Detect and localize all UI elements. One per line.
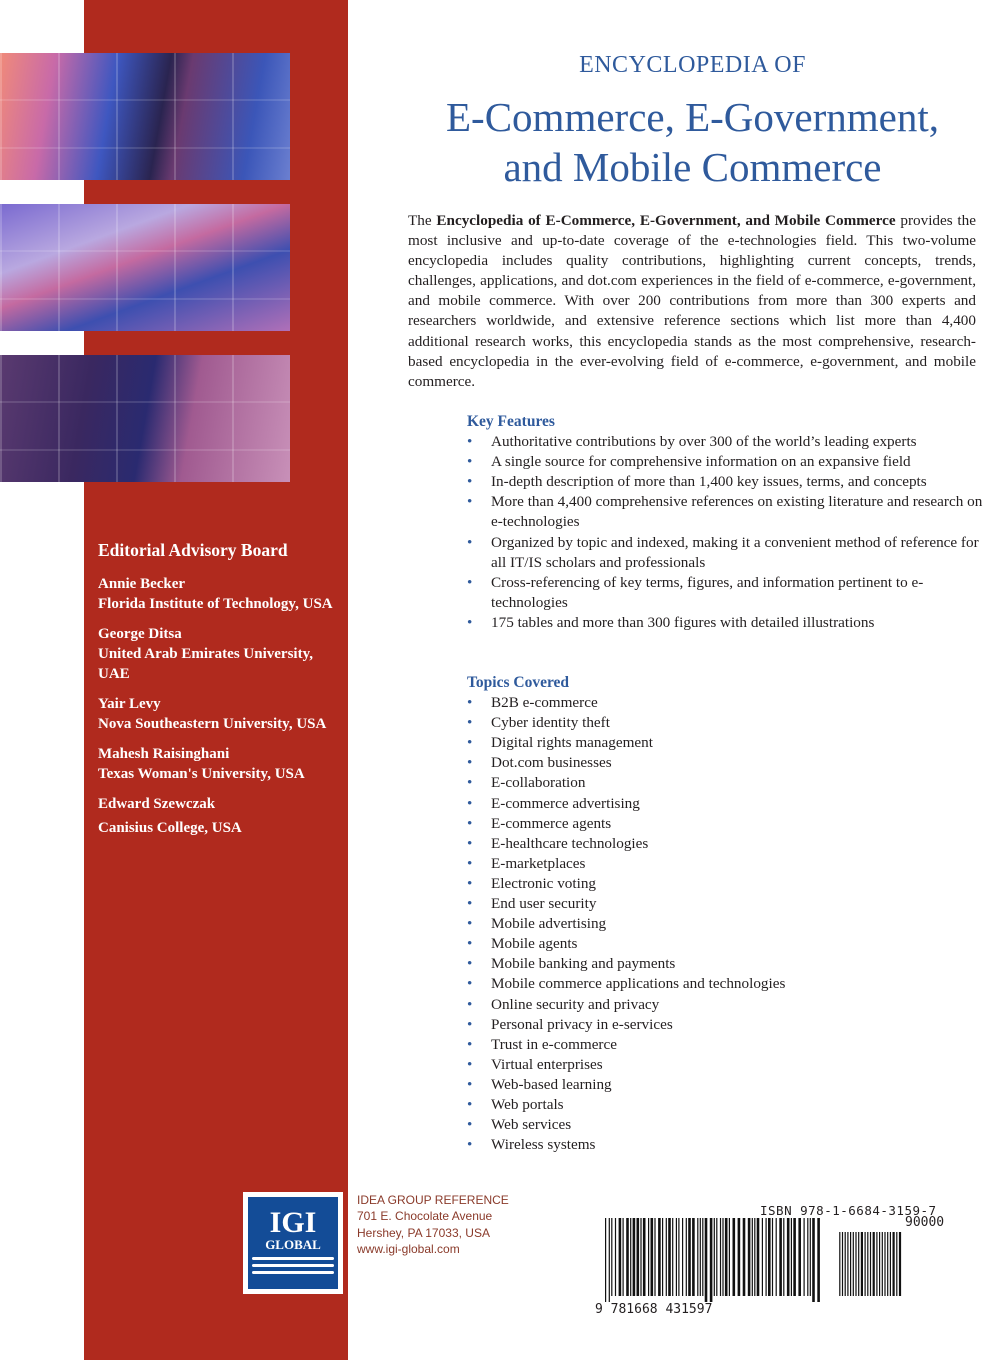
- list-item: • 175 tables and more than 300 figures with detailed illustrations: [467, 613, 987, 633]
- list-item: • Online security and privacy: [467, 995, 987, 1015]
- list-item: • E-commerce agents: [467, 814, 987, 834]
- list-item: • Web-based learning: [467, 1075, 987, 1095]
- intro-paragraph: [408, 211, 976, 392]
- list-item: • B2B e-commerce: [467, 693, 987, 713]
- member-affiliation: United Arab Emirates University, UAE: [98, 646, 313, 682]
- board-member: [98, 624, 328, 684]
- member-name: Edward Szewczak: [98, 796, 216, 812]
- intro-book-name: Encyclopedia of E-Commerce, E-Government, and Mobile Commerce: [436, 212, 896, 229]
- cover-image-band-1: [0, 53, 290, 180]
- list-item: • Wireless systems: [467, 1135, 987, 1155]
- board-member: [98, 794, 333, 838]
- list-item: • Digital rights management: [467, 733, 987, 753]
- list-item: • A single source for comprehensive information on an expansive field: [467, 452, 987, 472]
- publisher-city: Hershey, PA 17033, USA: [357, 1225, 490, 1240]
- key-features-heading: Key Features: [467, 413, 555, 430]
- list-item: • Web portals: [467, 1095, 987, 1115]
- list-item: • Authoritative contributions by over 300 of the world’s leading experts: [467, 432, 987, 452]
- member-affiliation: Texas Woman's University, USA: [98, 766, 305, 782]
- cover-image-band-map: [0, 204, 290, 331]
- topics-covered: [467, 673, 987, 1155]
- list-item: • Mobile agents: [467, 934, 987, 954]
- list-item: • Web services: [467, 1115, 987, 1135]
- editorial-advisory-board: [98, 540, 333, 848]
- list-item: • Trust in e-commerce: [467, 1035, 987, 1055]
- isbn-label: ISBN 978-1-6684-3159-7: [760, 1203, 937, 1218]
- member-affiliation: Nova Southeastern University, USA: [98, 716, 327, 732]
- barcode: [605, 1218, 1005, 1302]
- barcode-addon-number: 90000: [905, 1215, 945, 1230]
- publisher-name: IDEA GROUP REFERENCE: [357, 1193, 509, 1207]
- barcode-number: 9 781668 431597: [595, 1302, 713, 1317]
- list-item: • E-marketplaces: [467, 854, 987, 874]
- igi-global-logo: [243, 1192, 343, 1294]
- list-item: • Mobile commerce applications and technologies: [467, 974, 987, 994]
- board-member: [98, 574, 333, 614]
- publisher-address: [357, 1192, 509, 1257]
- intro-prefix: The: [408, 212, 437, 229]
- book-title: [380, 92, 1005, 192]
- member-name: Yair Levy: [98, 696, 161, 712]
- publisher-website[interactable]: www.igi-global.com: [357, 1241, 460, 1256]
- list-item: • Electronic voting: [467, 874, 987, 894]
- member-name: George Ditsa: [98, 626, 182, 642]
- board-member: [98, 744, 333, 784]
- board-heading: Editorial Advisory Board: [98, 540, 288, 560]
- member-name: Mahesh Raisinghani: [98, 746, 230, 762]
- list-item: • Virtual enterprises: [467, 1055, 987, 1075]
- list-item: • Cyber identity theft: [467, 713, 987, 733]
- title-line: E-Commerce, E-Government,: [446, 94, 939, 140]
- list-item: • Mobile banking and payments: [467, 954, 987, 974]
- member-name: Annie Becker: [98, 576, 186, 592]
- member-affiliation: Florida Institute of Technology, USA: [98, 596, 333, 612]
- list-item: • Cross-referencing of key terms, figures, and information pertinent to e-technologies: [467, 573, 987, 613]
- publisher-street: 701 E. Chocolate Avenue: [357, 1209, 493, 1224]
- list-item: • E-commerce advertising: [467, 794, 987, 814]
- logo-text: GLOBAL: [265, 1237, 321, 1252]
- intro-text: provides the most inclusive and up-to-date coverage of the e-technologies field. This two-volume encyclopedia includes quality contributions, highlighting current concepts, trends, challenges, applications, and dot.com experiences in the field of e-commerce, e-government, and mobile commerce. With over 200 contributions from more than 300 experts and researchers worldwide, and extensive reference sections which list more than 4,400 additional research works, this encyclopedia stands as the most comprehensive, research-based encyclopedia in the ever-evolving field of e-commerce, e-government, and mobile commerce.: [408, 212, 976, 390]
- cover-image-band-3: [0, 355, 290, 482]
- list-item: • Mobile advertising: [467, 914, 987, 934]
- list-item: • End user security: [467, 894, 987, 914]
- list-item: • More than 4,400 comprehensive references on existing literature and research on e-technologies: [467, 492, 987, 532]
- title-line: and Mobile Commerce: [503, 144, 882, 190]
- key-features: [467, 412, 987, 633]
- list-item: • E-collaboration: [467, 773, 987, 793]
- title-prefix: ENCYCLOPEDIA OF: [579, 52, 806, 78]
- topics-heading: Topics Covered: [467, 674, 570, 691]
- member-affiliation: Canisius College, USA: [98, 820, 242, 836]
- board-member: [98, 694, 333, 734]
- list-item: • Organized by topic and indexed, making it a convenient method of reference for all IT/IS scholars and professionals: [467, 533, 987, 573]
- list-item: • In-depth description of more than 1,400 key issues, terms, and concepts: [467, 472, 987, 492]
- list-item: • E-healthcare technologies: [467, 834, 987, 854]
- list-item: • Dot.com businesses: [467, 753, 987, 773]
- logo-text: IGI: [269, 1206, 317, 1239]
- list-item: • Personal privacy in e-services: [467, 1015, 987, 1035]
